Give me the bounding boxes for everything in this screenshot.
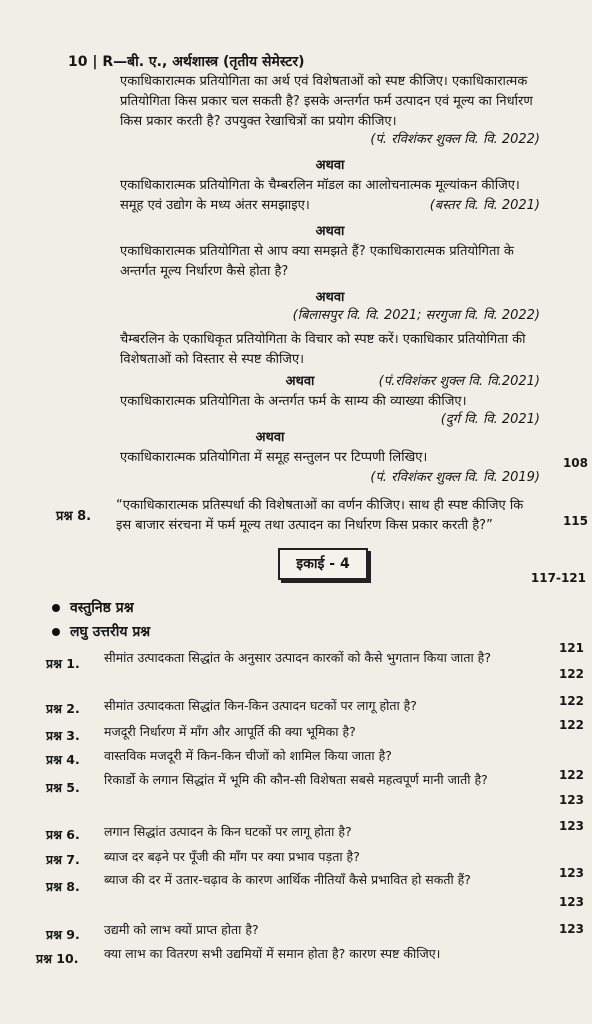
- block-1-reference: (पं. रविशंकर शुक्ल वि. वि. 2022): [370, 132, 540, 147]
- question-text: ब्याज की दर में उतार-चढ़ाव के कारण आर्थिक नीतियाँ कैसे प्रभावित हो सकती हैं?: [104, 872, 471, 887]
- block-3-reference: (बिलासपुर वि. वि. 2021; सरगुजा वि. वि. 2022): [292, 308, 540, 323]
- or-divider-2: अथवा: [315, 224, 345, 239]
- question-text: ब्याज दर बढ़ने पर पूँजी की माँग पर क्या प्रभाव पड़ता है?: [104, 849, 360, 864]
- page-number: 122: [558, 718, 584, 732]
- page-number: 123: [558, 793, 584, 807]
- question-text: रिकार्डो के लगान सिद्धांत में भूमि की कौन-सी विशेषता सबसे महत्वपूर्ण मानी जाती है?: [104, 772, 488, 787]
- unit-title-box: इकाई - 4: [278, 548, 368, 580]
- question-block-5: एकाधिकारात्मक प्रतियोगिता के अन्तर्गत फर्म के साम्य की व्याख्या कीजिए।: [120, 394, 467, 409]
- bullet-icon: [52, 604, 60, 612]
- question-text: मजदूरी निर्धारण में माँग और आपूर्ति की क्या भूमिका है?: [104, 724, 356, 739]
- question-number: प्रश्न 5.: [46, 780, 80, 795]
- question-text: क्या लाभ का वितरण सभी उद्यमियों में समान होता है? कारण स्पष्ट कीजिए।: [104, 946, 441, 961]
- page-number: 108: [562, 456, 588, 470]
- or-divider-5: अथवा: [255, 430, 285, 445]
- question-text: सीमांत उत्पादकता सिद्धांत के अनुसार उत्पादन कारकों को कैसे भुगतान किया जाता है?: [104, 650, 491, 665]
- block-4-reference: (पं.रविशंकर शुक्ल वि. वि.2021): [378, 374, 540, 389]
- question-number: प्रश्न 3.: [46, 728, 80, 743]
- question-number: प्रश्न 10.: [36, 951, 79, 966]
- question-block-3: एकाधिकारात्मक प्रतियोगिता से आप क्या समझते हैं? एकाधिकारात्मक प्रतियोगिता के अन्तर्गत मूल्य निर्धारण कैसे होता है?: [120, 244, 514, 279]
- question-block-6: एकाधिकारात्मक प्रतियोगिता में समूह सन्तुलन पर टिप्पणी लिखिए।: [120, 450, 428, 465]
- section-short-answer: [52, 622, 150, 641]
- question-text: वास्तविक मजदूरी में किन-किन चीजों को शामिल किया जाता है?: [104, 748, 392, 763]
- question-text: लगान सिद्धांत उत्पादन के किन घटकों पर लागू होता है?: [104, 824, 352, 839]
- question-8-label: प्रश्न 8.: [56, 509, 92, 524]
- section-title: वस्तुनिष्ठ प्रश्न: [70, 600, 134, 616]
- question-number: प्रश्न 2.: [46, 701, 80, 716]
- or-divider-1: अथवा: [315, 158, 345, 173]
- page-number: 123: [558, 819, 584, 833]
- question-text: सीमांत उत्पादकता सिद्धांत किन-किन उत्पादन घटकों पर लागू होता है?: [104, 698, 417, 713]
- or-divider-3: अथवा: [315, 290, 345, 305]
- section-objective: [52, 598, 134, 617]
- question-number: प्रश्न 9.: [46, 927, 80, 942]
- page-number: 122: [558, 694, 584, 708]
- page-number: 123: [558, 922, 584, 936]
- page-header: 10 | R—बी. ए., अर्थशास्त्र (तृतीय सेमेस्टर): [68, 54, 305, 70]
- page-number: 115: [562, 514, 588, 528]
- question-number: प्रश्न 7.: [46, 852, 80, 867]
- question-number: प्रश्न 4.: [46, 752, 80, 767]
- page-number: 122: [558, 667, 584, 681]
- question-block-4: चैम्बरलिन के एकाधिकृत प्रतियोगिता के विचार को स्पष्ट करें। एकाधिकार प्रतियोगिता की विशेषताओं को विस्तार से स्पष्ट कीजिए।: [120, 332, 526, 367]
- block-5-reference: (दुर्ग वि. वि. 2021): [440, 412, 540, 427]
- page-number: 123: [558, 866, 584, 880]
- page-number: 123: [558, 895, 584, 909]
- question-number: प्रश्न 1.: [46, 656, 80, 671]
- question-number: प्रश्न 8.: [46, 879, 80, 894]
- block-6-reference: (पं. रविशंकर शुक्ल वि. वि. 2019): [370, 470, 540, 485]
- question-8-text: “एकाधिकारात्मक प्रतिस्पर्धा की विशेषताओं का वर्णन कीजिए। साथ ही स्पष्ट कीजिए कि इस बाजार संरचना में फर्म मूल्य तथा उत्पादन का निर्धारण किस प्रकार करती है?”: [116, 498, 524, 533]
- question-block-2: एकाधिकारात्मक प्रतियोगिता के चैम्बरलिन मॉडल का आलोचनात्मक मूल्यांकन कीजिए। समूह एवं उद्योग के मध्य अंतर समझाइए।: [120, 178, 520, 213]
- page-number: 122: [558, 768, 584, 782]
- question-block-1: एकाधिकारात्मक प्रतियोगिता का अर्थ एवं विशेषताओं को स्पष्ट कीजिए। एकाधिकारात्मक प्रतियोगिता किस प्रकार चल सकती है? इसके अन्तर्गत फर्म उत्पादन एवं मूल्य का निर्धारण किस प्रकार करती है? उपयुक्त रेखाचित्रों का प्रयोग कीजिए।: [120, 74, 533, 129]
- page-number: 121: [558, 641, 584, 655]
- section-title: लघु उत्तरीय प्रश्न: [70, 624, 151, 640]
- question-number: प्रश्न 6.: [46, 827, 80, 842]
- bullet-icon: [52, 628, 60, 636]
- question-text: उद्यमी को लाभ क्यों प्राप्त होता है?: [104, 922, 259, 937]
- or-divider-4: अथवा: [285, 374, 315, 389]
- block-2-reference: (बस्तर वि. वि. 2021): [429, 198, 540, 213]
- unit-page-range: 117-121: [530, 571, 586, 585]
